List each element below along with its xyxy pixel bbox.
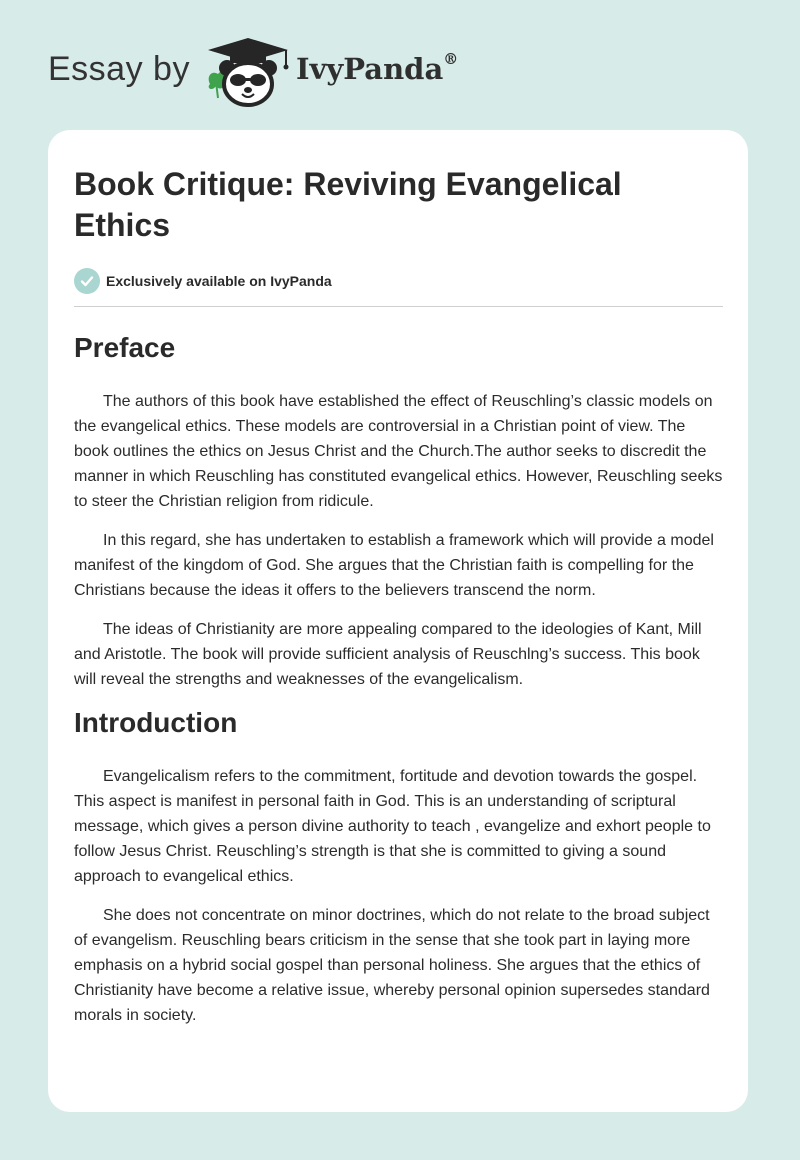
paragraph: The ideas of Christianity are more appealing compared to the ideologies of Kant, Mill and Aristotle. The book will provide sufficient analysis of Reuschlng’s success. This book will reveal the strengths and weaknesses of the evangelicalism.	[74, 621, 702, 688]
exclusive-label: Exclusively available on IvyPanda	[106, 273, 332, 289]
exclusive-badge	[74, 267, 723, 295]
section-preface	[74, 331, 723, 692]
brand-name[interactable]	[296, 52, 458, 86]
section-body	[74, 764, 723, 1028]
registered-mark: ®	[443, 50, 459, 69]
site-header	[0, 0, 800, 130]
article-title: Book Critique: Reviving Evangelical Ethics	[74, 166, 622, 243]
section-heading: Introduction	[74, 707, 238, 738]
section-body	[74, 389, 723, 692]
brand-name-text: IvyPanda	[296, 52, 444, 86]
paragraph: She does not concentrate on minor doctrines, which do not relate to the broad subject of evangelism. Reuschling bears criticism in the sense that she took part in laying more emphasis on a hybrid social gospel than personal holiness. She argues that the ethics of Christianity have become a relative issue, whereby personal opinion supersedes standard morals in society.	[74, 907, 710, 1024]
section-introduction	[74, 706, 723, 1028]
section-heading: Preface	[74, 332, 176, 363]
check-icon	[74, 268, 100, 294]
paragraph: The authors of this book have established the effect of Reuschling’s classic models on the evangelical ethics. These models are controversial in a Christian point of view. The book outlines the ethics on Jesus Christ and the Church.The author seeks to discredit the manner in which Reuschling has constituted evangelical ethics. However, Reuschling seeks to steer the Christian religion from ridicule.	[74, 393, 723, 510]
brand-prefix: Essay by	[48, 50, 190, 88]
paragraph: Evangelicalism refers to the commitment, fortitude and devotion towards the gospel. This aspect is manifest in personal faith in God. This is an understanding of scriptural message, which gives a person divine authority to teach , evangelize and exhort people to follow Jesus Christ. Reuschling’s strength is that she is committed to giving a sound approach to evangelical ethics.	[74, 768, 711, 885]
panda-graduate-icon	[202, 36, 292, 108]
article-card	[48, 130, 748, 1112]
paragraph: In this regard, she has undertaken to establish a framework which will provide a model manifest of the kingdom of God. She argues that the Christian faith is compelling for the Christians because the ideas it offers to the believers transcend the norm.	[74, 532, 714, 599]
article-content	[74, 164, 723, 1042]
divider	[74, 306, 723, 307]
